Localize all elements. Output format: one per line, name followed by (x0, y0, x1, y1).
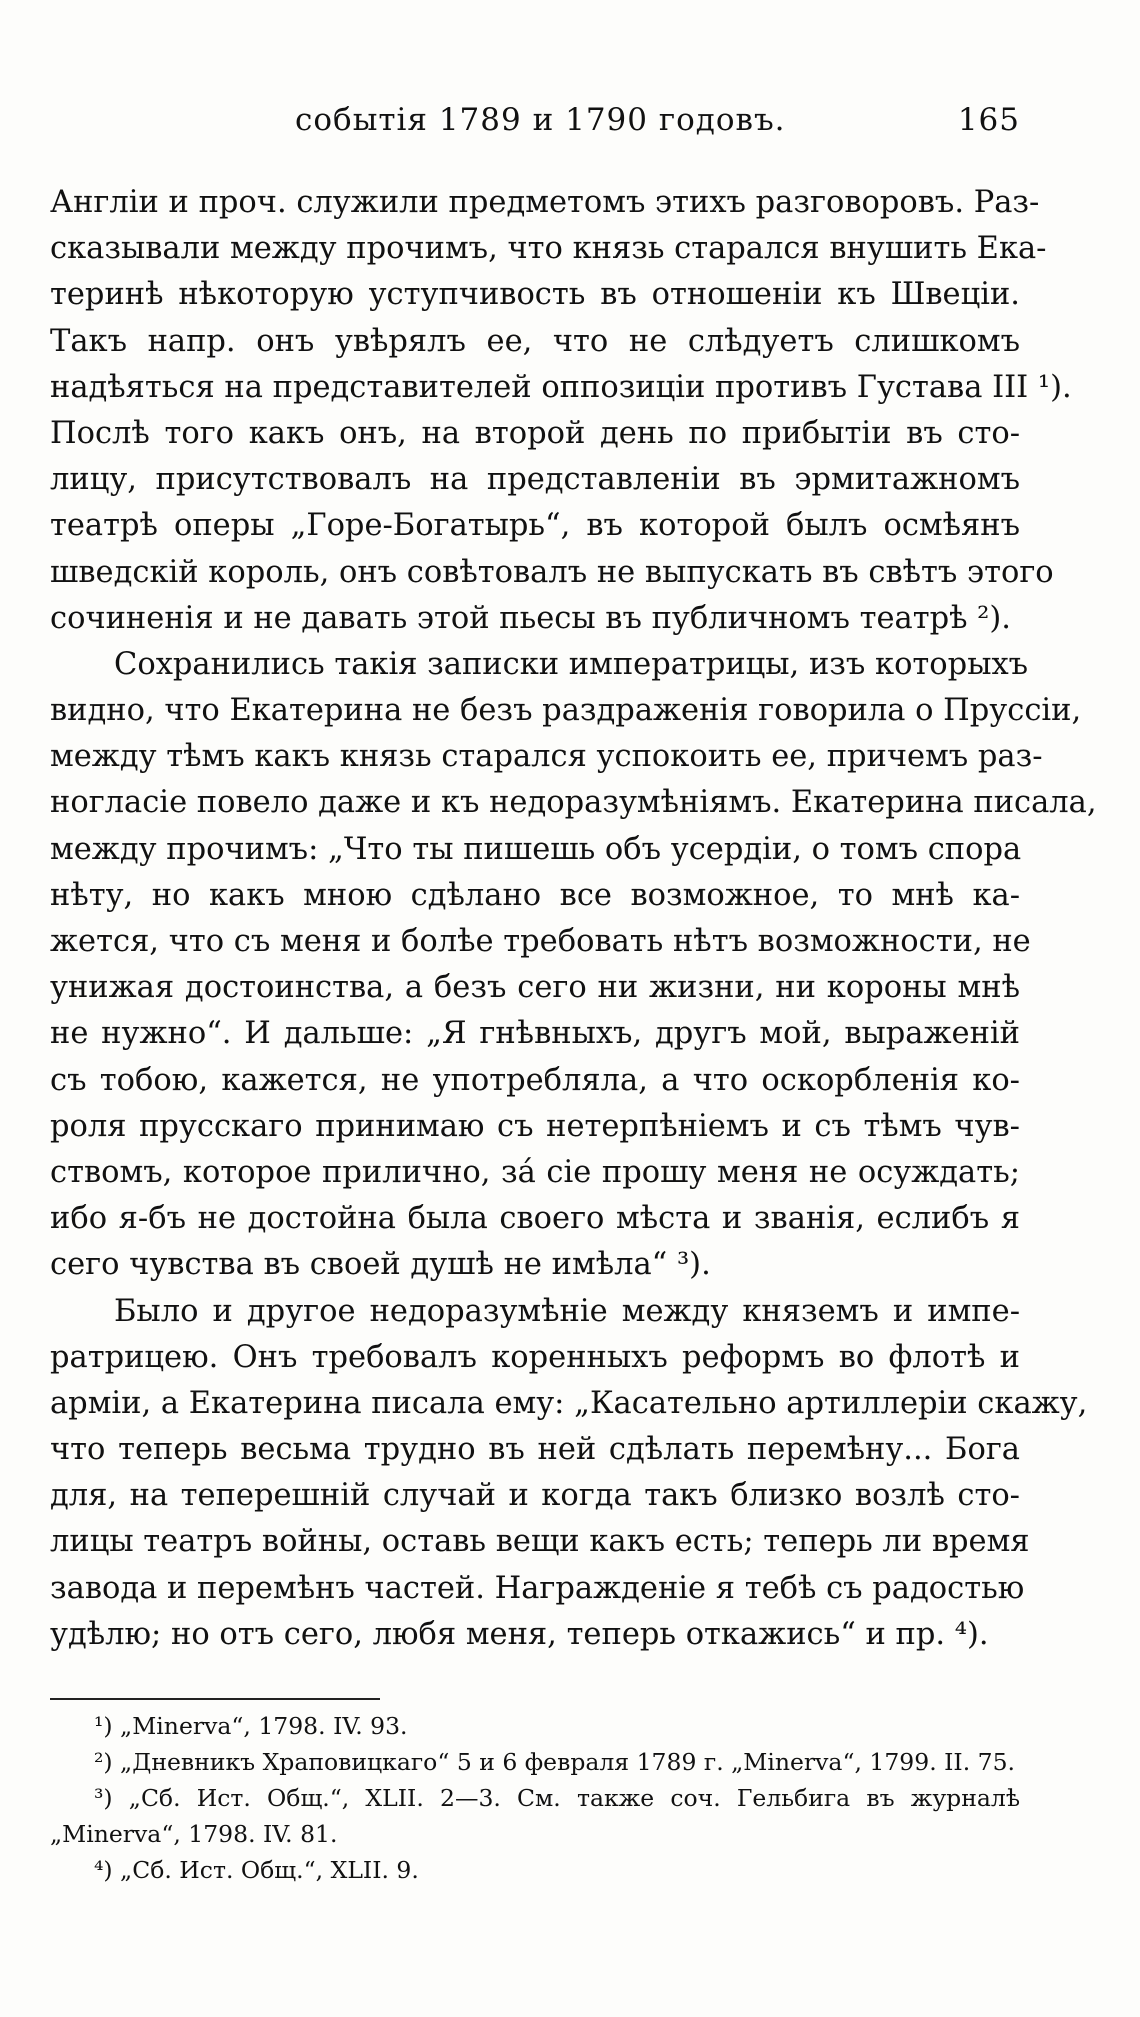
page-number: 165 (957, 102, 1020, 138)
text-line: ибо я-бъ не достойна была своего мѣста и званія, еслибъ я (50, 1201, 1020, 1237)
text-line: сказывали между прочимъ, что князь старался внушить Ека- (50, 231, 1047, 267)
text-line: Было и другое недоразумѣніе между княземъ и импе- (114, 1293, 1020, 1329)
text-line: шведскій король, онъ совѣтовалъ не выпускать въ свѣтъ этого (50, 554, 1054, 590)
text-line: надѣяться на представителей оппозиціи противъ Густава III ¹). (50, 369, 1072, 405)
text-line: съ тобою, кажется, не употребляла, а что оскорбленія ко- (50, 1062, 1020, 1098)
text-line: сего чувства въ своей душѣ не имѣла“ ³). (50, 1247, 711, 1283)
footnote-line: ¹) „Minerva“, 1798. IV. 93. (94, 1712, 408, 1740)
text-line: жется, что съ меня и болѣе требовать нѣтъ возможности, не (50, 924, 1031, 959)
body-text (50, 180, 1097, 1658)
text-line: ногласіе повело даже и къ недоразумѣніямъ. Екатерина писала, (50, 785, 1097, 821)
text-line: Англіи и проч. служили предметомъ этихъ разговоровъ. Раз- (50, 185, 1040, 220)
text-line: не нужно“. И дальше: „Я гнѣвныхъ, другъ мой, выраженій (50, 1016, 1020, 1052)
text-line: нѣту, но какъ мною сдѣлано все возможное, то мнѣ ка- (50, 877, 1020, 913)
text-line: сочиненія и не давать этой пьесы въ публичномъ театрѣ ²). (50, 600, 1012, 636)
footnote-line: ²) „Дневникъ Храповицкаго“ 5 и 6 февраля 1789 г. „Minerva“, 1799. II. 75. (94, 1748, 1016, 1776)
running-head (50, 102, 1020, 152)
text-line: театрѣ оперы „Горе-Богатырь“, въ которой былъ осмѣянъ (50, 508, 1020, 544)
footnote-divider (50, 1698, 380, 1700)
text-line: видно, что Екатерина не безъ раздраженія говорила о Пруссіи, (50, 693, 1082, 729)
text-line: удѣлю; но отъ сего, любя меня, теперь откажись“ и пр. ⁴). (50, 1616, 989, 1652)
text-line: лицы театръ войны, оставь вещи какъ есть; теперь ли время (50, 1524, 1030, 1560)
text-line: Такъ напр. онъ увѣрялъ ее, что не слѣдуетъ слишкомъ (50, 323, 1020, 359)
text-line: между тѣмъ какъ князь старался успокоить ее, причемъ раз- (50, 739, 1043, 775)
running-head-title: событія 1789 и 1790 годовъ. (295, 102, 786, 138)
text-line: теринѣ нѣкоторую уступчивость въ отношеніи къ Швеціи. (50, 277, 1020, 313)
text-line: арміи, а Екатерина писала ему: „Касательно артиллеріи скажу, (50, 1385, 1088, 1421)
text-line: для, на теперешній случай и когда такъ близко возлѣ сто- (50, 1478, 1020, 1514)
footnote-line: ³) „Сб. Ист. Общ.“, XLII. 2—3. См. также соч. Гельбига въ журналѣ (94, 1784, 1020, 1812)
footnotes (50, 1708, 1020, 1888)
text-line: завода и перемѣнъ частей. Награжденіе я тебѣ съ радостью (50, 1570, 1025, 1606)
text-line: унижая достоинства, а безъ сего ни жизни, ни короны мнѣ (50, 970, 1020, 1006)
text-line: лицу, присутствовалъ на представленіи въ эрмитажномъ (50, 462, 1020, 498)
text-line: ствомъ, которое прилично, за́ сіе прошу меня не осуждать; (50, 1154, 1020, 1190)
text-line: между прочимъ: „Что ты пишешь объ усердіи, о томъ спора (50, 831, 1022, 867)
text-line: ратрицею. Онъ требовалъ коренныхъ реформъ во флотѣ и (50, 1339, 1020, 1375)
text-line: роля прусскаго принимаю съ нетерпѣніемъ и съ тѣмъ чув- (50, 1108, 1020, 1144)
footnote-line: ⁴) „Сб. Ист. Общ.“, XLII. 9. (94, 1856, 419, 1884)
text-line: Послѣ того какъ онъ, на второй день по прибытіи въ сто- (50, 415, 1020, 451)
text-line: что теперь весьма трудно въ ней сдѣлать перемѣну... Бога (50, 1432, 1020, 1468)
footnote-line: „Minerva“, 1798. IV. 81. (50, 1820, 338, 1848)
text-line: Сохранились такія записки императрицы, изъ которыхъ (114, 646, 1029, 682)
